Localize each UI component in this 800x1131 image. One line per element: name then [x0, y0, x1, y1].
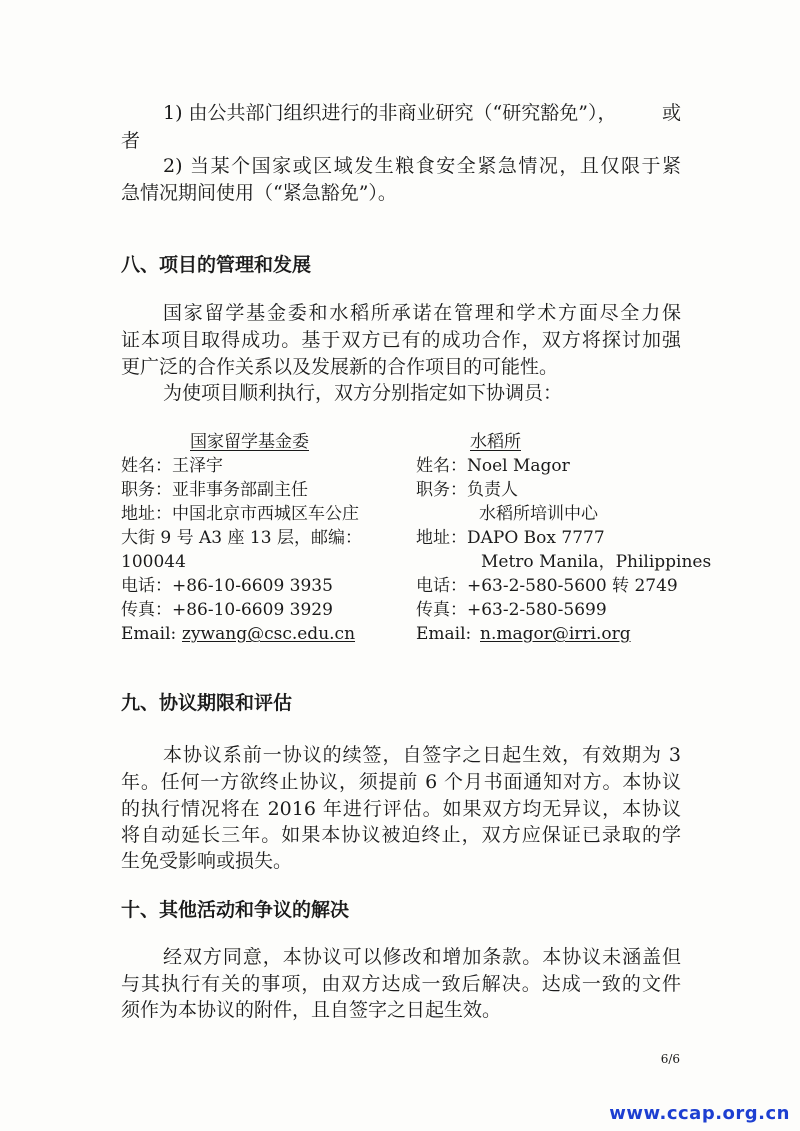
section-10-paragraph-line: 经双方同意，本协议可以修改和增加条款。本协议未涵盖但 — [163, 946, 681, 968]
coordinator-address: Metro Manila，Philippines — [481, 552, 712, 572]
section-9-heading: 九、协议期限和评估 — [121, 692, 293, 714]
section-8-heading: 八、项目的管理和发展 — [121, 254, 312, 276]
coordinator-address: 地址：DAPO Box 7777 — [416, 528, 605, 548]
coordinator-email-link[interactable]: n.magor@irri.org — [480, 624, 631, 644]
section-10-paragraph-line: 与其执行有关的事项，由双方达成一致后解决。达成一致的文件 — [121, 973, 681, 995]
coordinator-fax: 传真：+63-2-580-5699 — [416, 600, 607, 620]
coordinator-department: 水稻所培训中心 — [479, 504, 598, 524]
section-8-paragraph-line: 国家留学基金委和水稻所承诺在管理和学术方面尽全力保 — [163, 302, 681, 324]
coordinator-phone: 电话：+86-10-6609 3935 — [121, 576, 333, 596]
coordinator-email-link[interactable]: zywang@csc.edu.cn — [182, 624, 356, 644]
section-9-paragraph-line: 本协议系前一协议的续签，自签字之日起生效，有效期为 3 — [163, 744, 681, 766]
coordinator-address: 大街 9 号 A3 座 13 层，邮编： — [121, 528, 362, 548]
section-10-heading: 十、其他活动和争议的解决 — [121, 899, 350, 921]
coordinator-email-label: Email: — [121, 624, 177, 644]
section-8-paragraph-line: 证本项目取得成功。基于双方已有的成功合作，双方将探讨加强 — [121, 329, 681, 351]
section-8-paragraph-line: 更广泛的合作关系以及发展新的合作项目的可能性。 — [121, 356, 559, 378]
section-8-paragraph-line: 为使项目顺利执行，双方分别指定如下协调员： — [163, 382, 563, 404]
footer-website-link[interactable]: www.ccap.org.cn — [609, 1103, 790, 1124]
coordinator-name: 姓名：Noel Magor — [416, 456, 570, 476]
coordinator-org-name: 水稻所 — [470, 432, 521, 452]
section-9-paragraph-line: 年。任何一方欲终止协议，须提前 6 个月书面通知对方。本协议 — [121, 771, 681, 793]
coordinator-fax: 传真：+86-10-6609 3929 — [121, 600, 333, 620]
list-item-2-line-2: 急情况期间使用（“紧急豁免”）。 — [121, 182, 397, 204]
coordinator-email-label: Email: — [416, 624, 472, 644]
coordinator-address: 地址：中国北京市西城区车公庄 — [121, 504, 359, 524]
list-item-1-line-2: 者 — [121, 130, 141, 152]
list-item-1-line-1: 1) 由公共部门组织进行的非商业研究（“研究豁免”）， — [163, 102, 617, 124]
coordinator-name: 姓名：王泽宇 — [121, 456, 223, 476]
list-item-2-line-1: 2) 当某个国家或区域发生粮食安全紧急情况，且仅限于紧 — [163, 155, 681, 177]
coordinator-phone: 电话：+63-2-580-5600 转 2749 — [416, 576, 678, 596]
coordinator-postcode: 100044 — [121, 552, 186, 572]
section-10-paragraph-line: 须作为本协议的附件，且自签字之日起生效。 — [121, 999, 502, 1021]
list-item-1-tail: 或 — [662, 102, 682, 124]
coordinator-org-name: 国家留学基金委 — [190, 432, 309, 452]
coordinator-title: 职务：负责人 — [416, 480, 518, 500]
page-number: 6/6 — [660, 1052, 680, 1066]
section-9-paragraph-line: 的执行情况将在 2016 年进行评估。如果双方均无异议，本协议 — [121, 798, 681, 820]
coordinator-title: 职务：亚非事务部副主任 — [121, 480, 308, 500]
section-9-paragraph-line: 生免受影响或损失。 — [121, 850, 293, 872]
section-9-paragraph-line: 将自动延长三年。如果本协议被迫终止，双方应保证已录取的学 — [121, 824, 681, 846]
